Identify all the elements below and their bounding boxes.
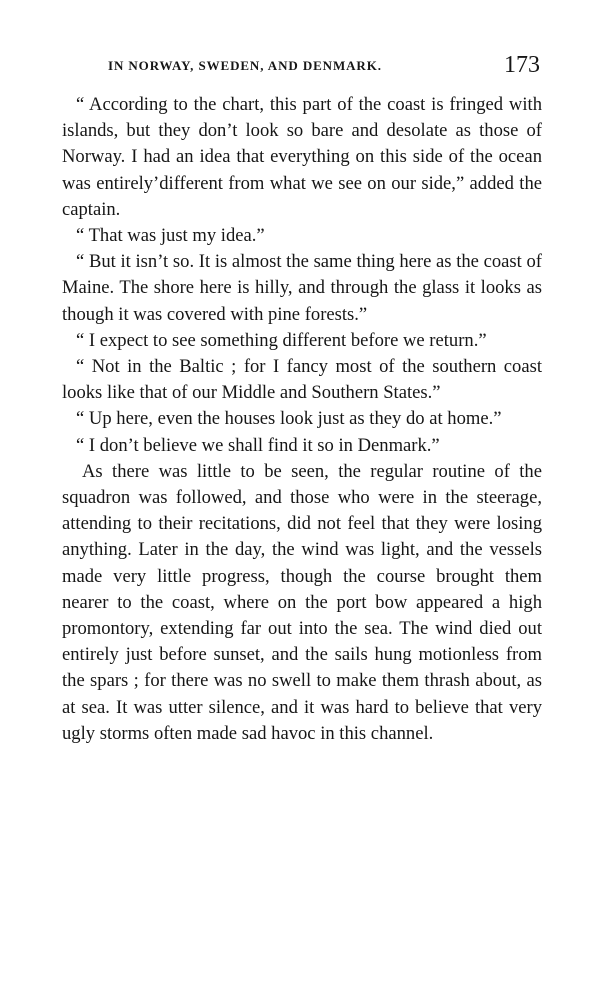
running-title: IN NORWAY, SWEDEN, AND DENMARK. [108,58,382,73]
paragraph-my-idea: “ That was just my idea.” [76,225,265,247]
paragraph-chart-dialogue: “ According to the chart, this part of the coast is fringed with islands, but they don’t look so bare and desolate as those of Norway. I had an idea that everything on this side of the ocean was entirely’different from what we see on our side,” added the captain. [62,94,542,220]
paragraph-expect-different: “ I expect to see something different before we return.” [76,329,487,351]
running-head [60,48,542,78]
page-number: 173 [504,52,540,78]
body-text [62,92,542,747]
paragraph-baltic: “ Not in the Baltic ; for I fancy most of the southern coast looks like that of our Middle and Southern States.” [62,356,542,404]
paragraph-coast-of-maine: “ But it isn’t so. It is almost the same thing here as the coast of Maine. The shore here is hilly, and through the glass it looks as though it was covered with pine forests.” [62,251,542,325]
paragraph-houses: “ Up here, even the houses look just as they do at home.” [76,408,502,430]
paragraph-denmark: “ I don’t believe we shall find it so in Denmark.” [76,434,440,456]
paragraph-narrative: As there was little to be seen, the regular routine of the squadron was followed, and those who were in the steerage, attending to their recitations, did not feel that they were losing anything. Later in the day, the wind was light, and the vessels made very little progress, though the course brought them nearer to the coast, where on the port bow appeared a high promontory, extending far out into the sea. The wind died out entirely just before sunset, and the sails hung motionless from the spars ; for there was no swell to make them thrash about, as at sea. It was utter silence, and it was hard to believe that very ugly storms often made sad havoc in this channel. [62,460,542,744]
